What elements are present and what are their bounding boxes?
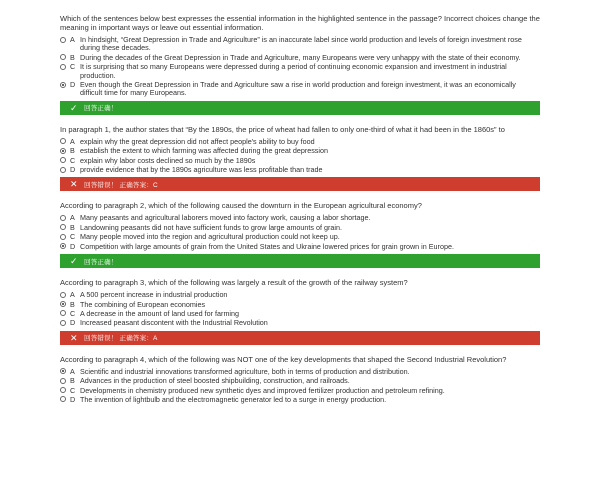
option-letter: A — [70, 213, 75, 223]
answer-option[interactable] — [60, 291, 540, 299]
radio-unchecked-icon[interactable] — [60, 234, 66, 240]
option-letter: C — [70, 308, 76, 318]
result-text: 回答错误！ 正确答案：C — [84, 181, 158, 189]
option-text: explain why labor costs declined so much by the 1890s — [80, 155, 256, 165]
checkmark-icon: ✓ — [70, 256, 78, 267]
answer-option[interactable] — [60, 377, 540, 385]
option-letter: D — [70, 165, 76, 175]
answer-option[interactable] — [60, 214, 540, 222]
option-text: explain why the great depression did not affect people's ability to buy food — [80, 136, 315, 146]
option-letter: A — [70, 136, 75, 146]
answer-option[interactable] — [60, 63, 540, 80]
option-text: A 500 percent increase in industrial production — [80, 290, 228, 300]
option-letter: C — [70, 232, 76, 242]
answer-option[interactable] — [60, 368, 540, 376]
cross-icon: ✕ — [70, 179, 78, 190]
option-letter: C — [70, 385, 76, 395]
option-text: Advances in the production of steel boosted shipbuilding, construction, and railroads. — [80, 376, 350, 386]
result-text: 回答正确！ — [84, 258, 118, 266]
option-letter: C — [70, 62, 76, 72]
radio-unchecked-icon[interactable] — [60, 310, 66, 316]
answer-option[interactable] — [60, 81, 540, 98]
answer-option[interactable] — [60, 387, 540, 395]
result-banner-correct — [60, 101, 540, 115]
radio-checked-icon[interactable] — [60, 368, 66, 374]
result-banner-wrong — [60, 331, 540, 345]
option-letter: A — [70, 35, 75, 44]
option-letter: D — [70, 318, 76, 328]
radio-unchecked-icon[interactable] — [60, 396, 66, 402]
option-text: Landowning peasants did not have sufficient funds to grow large amounts of grain. — [80, 222, 342, 232]
answer-option[interactable] — [60, 36, 540, 53]
option-text: A decrease in the amount of land used for farming — [80, 308, 240, 318]
option-letter: D — [70, 241, 76, 251]
option-letter: B — [70, 146, 75, 156]
radio-checked-icon[interactable] — [60, 243, 66, 249]
checkmark-icon: ✓ — [70, 102, 78, 113]
radio-unchecked-icon[interactable] — [60, 138, 66, 144]
option-text: It is surprising that so many Europeans were depressed during a period of continuing economic expansion and investment in industrial production. — [80, 62, 507, 80]
radio-unchecked-icon[interactable] — [60, 224, 66, 230]
radio-unchecked-icon[interactable] — [60, 387, 66, 393]
quiz-review-list — [60, 14, 540, 405]
answer-option[interactable] — [60, 157, 540, 165]
option-letter: D — [70, 394, 76, 404]
radio-unchecked-icon[interactable] — [60, 157, 66, 163]
option-text: In hindsight, “Great Depression in Trade and Agriculture” is an inaccurate label since world production and levels of foreign investment rose during these decades. — [80, 35, 522, 53]
radio-checked-icon[interactable] — [60, 301, 66, 307]
question-block — [60, 278, 540, 345]
answer-option[interactable] — [60, 166, 540, 174]
answer-option[interactable] — [60, 224, 540, 232]
answer-option[interactable] — [60, 310, 540, 318]
radio-unchecked-icon[interactable] — [60, 64, 66, 70]
option-letter: B — [70, 52, 75, 62]
answer-option[interactable] — [60, 396, 540, 404]
question-block — [60, 201, 540, 268]
question-prompt: According to paragraph 2, which of the following caused the downturn in the European agricultural economy? — [60, 201, 422, 211]
option-text: provide evidence that by the 1890s agriculture was less profitable than trade — [80, 165, 323, 175]
cross-icon: ✕ — [70, 332, 78, 343]
radio-unchecked-icon[interactable] — [60, 378, 66, 384]
radio-unchecked-icon[interactable] — [60, 54, 66, 60]
answer-option[interactable] — [60, 319, 540, 327]
option-text: Increased peasant discontent with the Industrial Revolution — [80, 318, 268, 328]
answer-option[interactable] — [60, 301, 540, 309]
option-letter: C — [70, 155, 76, 165]
answer-option[interactable] — [60, 54, 540, 62]
option-text: Many peasants and agricultural laborers moved into factory work, causing a labor shortage. — [80, 213, 371, 223]
option-text: Competition with large amounts of grain from the United States and Ukraine lowered prices for grain grown in Europe. — [80, 241, 454, 251]
answer-option[interactable] — [60, 243, 540, 251]
option-text: The invention of lightbulb and the electromagnetic generator led to a surge in energy production. — [80, 394, 387, 404]
option-letter: D — [70, 80, 76, 90]
question-block — [60, 14, 540, 115]
question-prompt: In paragraph 1, the author states that “By the 1890s, the price of wheat had fallen to only one-third of what it had been in the 1860s” to — [60, 124, 505, 134]
option-text: Even though the Great Depression in Trade and Agriculture saw a rise in world production and foreign investment, it was an economically difficult time for many Europeans. — [80, 80, 516, 98]
question-prompt: According to paragraph 3, which of the following was largely a result of the growth of the railway system? — [60, 278, 408, 288]
option-text: Scientific and industrial innovations transformed agriculture, both in terms of production and distribution. — [80, 366, 410, 376]
option-letter: A — [70, 366, 75, 376]
radio-unchecked-icon[interactable] — [60, 320, 66, 326]
option-letter: B — [70, 299, 75, 309]
question-block — [60, 125, 540, 192]
option-text: Many people moved into the region and agricultural production could not keep up. — [80, 232, 340, 242]
option-letter: B — [70, 222, 75, 232]
option-letter: B — [70, 376, 75, 386]
result-text: 回答正确！ — [84, 105, 118, 113]
result-banner-correct — [60, 254, 540, 268]
option-text: The combining of European economies — [80, 299, 206, 309]
radio-unchecked-icon[interactable] — [60, 292, 66, 298]
answer-option[interactable] — [60, 138, 540, 146]
radio-unchecked-icon[interactable] — [60, 215, 66, 221]
option-text: During the decades of the Great Depression in Trade and Agriculture, many Europeans were very unhappy with the state of their economy. — [80, 52, 521, 62]
option-text: Developments in chemistry produced new synthetic dyes and improved fertilizer production and petroleum refining. — [80, 385, 445, 395]
question-prompt: According to paragraph 4, which of the following was NOT one of the key developments that shaped the Second Industrial Revolution? — [60, 354, 507, 364]
result-text: 回答错误！ 正确答案：A — [84, 335, 158, 343]
question-block — [60, 355, 540, 405]
question-prompt: Which of the sentences below best expresses the essential information in the highlighted sentence in the passage? Incorrect choices change the meaning in important ways or leave out essential information. — [60, 14, 540, 32]
option-text: establish the extent to which farming was affected during the great depression — [80, 146, 328, 156]
option-letter: A — [70, 290, 75, 300]
radio-checked-icon[interactable] — [60, 148, 66, 154]
answer-option[interactable] — [60, 233, 540, 241]
radio-unchecked-icon[interactable] — [60, 37, 66, 43]
answer-option[interactable] — [60, 147, 540, 155]
radio-unchecked-icon[interactable] — [60, 167, 66, 173]
result-banner-wrong — [60, 177, 540, 191]
radio-checked-icon[interactable] — [60, 82, 66, 88]
